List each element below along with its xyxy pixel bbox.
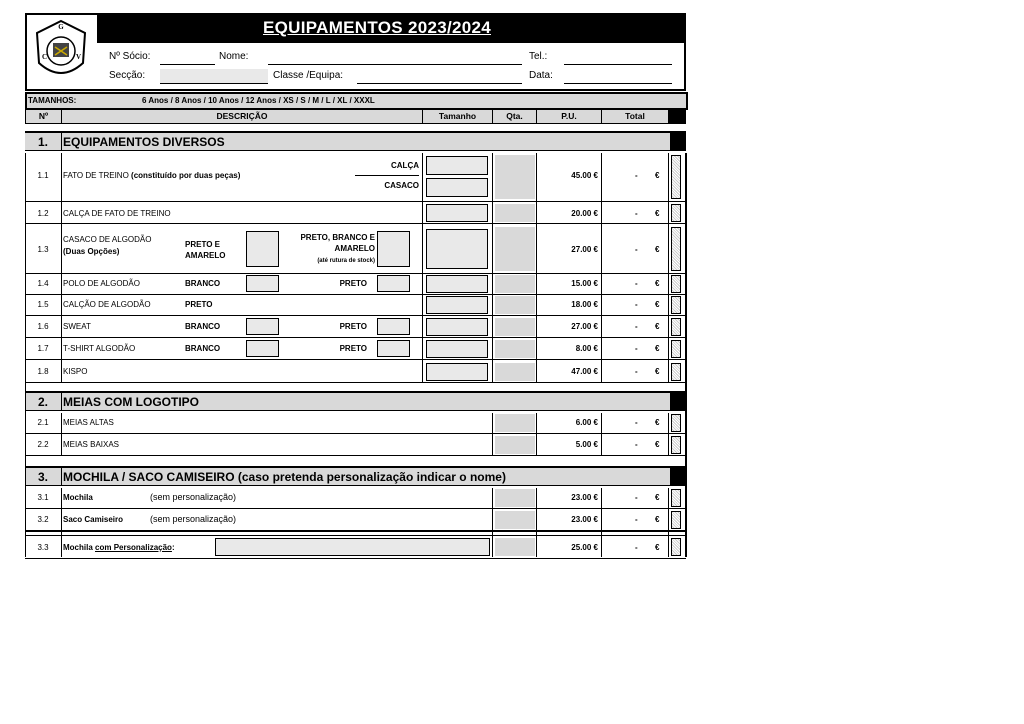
- grid-line: [668, 488, 669, 557]
- unit-price: 27.00 €: [571, 322, 598, 331]
- row-total: -: [635, 279, 638, 288]
- grid-line: [61, 413, 62, 455]
- row-checkbox[interactable]: [671, 155, 681, 199]
- qty-input[interactable]: [495, 489, 535, 507]
- section-header-2: [25, 391, 686, 411]
- row-total: -: [635, 209, 638, 218]
- qty-input[interactable]: [495, 155, 535, 199]
- section-header-1: [25, 131, 686, 151]
- row-checkbox[interactable]: [671, 414, 681, 432]
- row-checkbox[interactable]: [671, 275, 681, 293]
- seccao-field[interactable]: [160, 69, 268, 84]
- option-1-label: BRANCO: [185, 344, 221, 353]
- unit-price: 47.00 €: [571, 367, 598, 376]
- row-number: 3.2: [37, 515, 49, 524]
- data-label: Data:: [529, 70, 553, 81]
- row-desc-note: (sem personalização): [150, 514, 237, 524]
- table-row: [25, 203, 686, 224]
- grid-line: [536, 413, 537, 455]
- row-desc-note: (Duas Opções): [63, 247, 120, 256]
- grid-line: [601, 488, 602, 557]
- divider: [355, 175, 419, 176]
- row-desc: FATO DE TREINO (constituído por duas peças): [63, 171, 241, 180]
- unit-price: 23.00 €: [571, 515, 598, 524]
- row-total: -: [635, 367, 638, 376]
- col-total: Total: [601, 109, 669, 124]
- option-2-input[interactable]: [377, 340, 410, 357]
- section-end-block: [670, 393, 686, 411]
- qty-input[interactable]: [495, 414, 535, 432]
- col-end: [668, 109, 686, 124]
- unit-price: 15.00 €: [571, 279, 598, 288]
- option-2-label: PRETO: [339, 322, 367, 331]
- grid-line: [536, 488, 537, 557]
- col-num: Nº: [25, 109, 62, 124]
- currency: €: [655, 418, 660, 427]
- row-desc: MEIAS ALTAS: [63, 418, 114, 427]
- data-field[interactable]: [564, 69, 672, 84]
- section-number: 2.: [25, 393, 62, 411]
- col-size: Tamanho: [422, 109, 493, 124]
- row-checkbox[interactable]: [671, 363, 681, 381]
- section-number: 3.: [25, 468, 62, 486]
- option-1-input[interactable]: [246, 275, 279, 292]
- section-header-3: [25, 466, 686, 486]
- currency: €: [655, 209, 660, 218]
- personalization-name-input[interactable]: [215, 538, 490, 556]
- size-input[interactable]: [426, 229, 488, 269]
- row-desc: Saco Camiseiro: [63, 515, 124, 524]
- socio-field[interactable]: [160, 50, 215, 65]
- sizes-values: 6 Anos / 8 Anos / 10 Anos / 12 Anos / XS / S / M / L / XL / XXXL: [142, 96, 375, 105]
- table-row: [25, 339, 686, 360]
- row-total: -: [635, 418, 638, 427]
- size-input-casaco[interactable]: [426, 178, 488, 197]
- row-desc: KISPO: [63, 367, 88, 376]
- row-total: -: [635, 440, 638, 449]
- row-total: -: [635, 300, 638, 309]
- option-2-input[interactable]: [377, 318, 410, 335]
- row-total: -: [635, 322, 638, 331]
- option-2-input[interactable]: [377, 275, 410, 292]
- row-checkbox[interactable]: [671, 511, 681, 529]
- size-input[interactable]: [426, 204, 488, 222]
- unit-price: 18.00 €: [571, 300, 598, 309]
- row-checkbox[interactable]: [671, 436, 681, 454]
- currency: €: [655, 493, 660, 502]
- row-desc: SWEAT: [63, 322, 91, 331]
- section-end-block: [670, 133, 686, 151]
- col-pu: P.U.: [536, 109, 602, 124]
- tel-field[interactable]: [564, 50, 672, 65]
- size-input[interactable]: [426, 340, 488, 358]
- row-total: -: [635, 515, 638, 524]
- grid-line: [492, 488, 493, 557]
- qty-input[interactable]: [495, 340, 535, 358]
- section-end-block: [670, 468, 686, 486]
- row-number: 2.2: [37, 440, 49, 449]
- grid-line: [61, 488, 62, 557]
- row-number: 1.5: [37, 300, 49, 309]
- col-desc: DESCRIÇÃO: [61, 109, 423, 124]
- nome-label: Nome:: [219, 51, 249, 62]
- row-number: 1.7: [37, 344, 49, 353]
- section-title: EQUIPAMENTOS DIVERSOS: [63, 135, 225, 149]
- row-desc-note: (sem personalização): [150, 492, 237, 502]
- table-row: [25, 435, 686, 456]
- option-1-label: PRETO: [185, 300, 213, 309]
- svg-text:C: C: [42, 53, 48, 61]
- currency: €: [655, 279, 660, 288]
- svg-text:G: G: [58, 23, 64, 31]
- unit-price: 8.00 €: [575, 344, 598, 353]
- row-checkbox[interactable]: [671, 318, 681, 336]
- form-header: [25, 13, 686, 91]
- currency: €: [655, 440, 660, 449]
- unit-price: 45.00 €: [571, 171, 598, 180]
- club-crest-logo: [29, 17, 93, 87]
- option-2-input[interactable]: [377, 231, 410, 267]
- socio-label: Nº Sócio:: [109, 51, 151, 62]
- grid-line: [492, 153, 493, 382]
- currency: €: [655, 300, 660, 309]
- row-desc: CALÇA DE FATO DE TREINO: [63, 209, 171, 218]
- grid-line: [25, 153, 26, 557]
- table-row: [25, 362, 686, 383]
- grid-line: [685, 153, 687, 557]
- unit-price: 25.00 €: [571, 543, 598, 552]
- row-desc: MEIAS BAIXAS: [63, 440, 120, 449]
- row-number: 1.2: [37, 209, 49, 218]
- option-1-label: BRANCO: [185, 322, 221, 331]
- size-input[interactable]: [426, 363, 488, 381]
- qty-input[interactable]: [495, 363, 535, 381]
- option-2-label: PRETO: [339, 344, 367, 353]
- tel-label: Tel.:: [529, 51, 548, 62]
- row-desc: T-SHIRT ALGODÃO: [63, 344, 136, 353]
- option-casaco-label: CASACO: [384, 181, 419, 190]
- row-total: -: [635, 344, 638, 353]
- section-title: MOCHILA / SACO CAMISEIRO (caso pretenda personalização indicar o nome): [63, 470, 506, 484]
- table-row: [25, 295, 686, 316]
- section-number: 1.: [25, 133, 62, 151]
- table-header: [25, 109, 686, 124]
- row-number: 1.6: [37, 322, 49, 331]
- row-total: -: [635, 543, 638, 552]
- currency: €: [655, 515, 660, 524]
- currency: €: [655, 367, 660, 376]
- grid-line: [601, 413, 602, 455]
- row-checkbox[interactable]: [671, 489, 681, 507]
- col-qty: Qta.: [492, 109, 537, 124]
- option-calca-label: CALÇA: [391, 161, 419, 170]
- row-number: 1.1: [37, 171, 49, 180]
- row-number: 3.3: [37, 543, 49, 552]
- order-form: [25, 13, 686, 552]
- option-1-input[interactable]: [246, 340, 279, 357]
- unit-price: 27.00 €: [571, 245, 598, 254]
- size-input[interactable]: [426, 318, 488, 336]
- grid-line: [601, 153, 602, 382]
- row-number: 2.1: [37, 418, 49, 427]
- row-checkbox[interactable]: [671, 227, 681, 271]
- row-checkbox[interactable]: [671, 204, 681, 222]
- classe-label: Classe /Equipa:: [273, 70, 344, 81]
- row-desc: CASACO DE ALGODÃO: [63, 235, 152, 244]
- grid-line: [61, 153, 62, 382]
- currency: €: [655, 245, 660, 254]
- qty-input[interactable]: [495, 318, 535, 336]
- option-1-label: PRETO E AMARELO: [185, 240, 226, 260]
- qty-input[interactable]: [495, 538, 535, 556]
- row-number: 1.8: [37, 367, 49, 376]
- row-checkbox[interactable]: [671, 296, 681, 314]
- row-desc: Mochila: [63, 493, 93, 502]
- table-row: [25, 413, 686, 434]
- unit-price: 23.00 €: [571, 493, 598, 502]
- row-number: 3.1: [37, 493, 49, 502]
- nome-field[interactable]: [268, 50, 522, 65]
- qty-input[interactable]: [495, 436, 535, 454]
- option-1-input[interactable]: [246, 318, 279, 335]
- option-2-label: PRETO, BRANCO E AMARELO: [300, 233, 375, 253]
- table-row: [25, 225, 686, 274]
- row-desc: Mochila com Personalização:: [63, 543, 175, 552]
- sizes-label: TAMANHOS:: [28, 96, 77, 105]
- svg-text:V: V: [76, 53, 82, 61]
- option-1-input[interactable]: [246, 231, 279, 267]
- table-row: [25, 153, 686, 202]
- size-input[interactable]: [426, 296, 488, 314]
- stock-note: (até rutura de stock): [317, 258, 375, 264]
- currency: €: [655, 322, 660, 331]
- unit-price: 6.00 €: [575, 418, 598, 427]
- qty-input[interactable]: [495, 511, 535, 529]
- row-number: 1.4: [37, 279, 49, 288]
- table-row: [25, 488, 686, 509]
- table-row: [25, 535, 686, 559]
- row-number: 1.3: [37, 245, 49, 254]
- currency: €: [655, 171, 660, 180]
- table-row: [25, 317, 686, 338]
- seccao-label: Secção:: [109, 70, 146, 81]
- size-input[interactable]: [426, 275, 488, 293]
- sizes-bar: [25, 92, 688, 110]
- option-2-label: PRETO: [339, 279, 367, 288]
- grid-line: [536, 153, 537, 382]
- row-desc: POLO DE ALGODÃO: [63, 279, 140, 288]
- row-total: -: [635, 493, 638, 502]
- grid-line: [668, 153, 669, 382]
- unit-price: 20.00 €: [571, 209, 598, 218]
- row-desc: CALÇÃO DE ALGODÃO: [63, 300, 151, 309]
- unit-price: 5.00 €: [575, 440, 598, 449]
- row-total: -: [635, 245, 638, 254]
- row-total: -: [635, 171, 638, 180]
- row-checkbox[interactable]: [671, 340, 681, 358]
- qty-input[interactable]: [495, 296, 535, 314]
- table-row: [25, 274, 686, 295]
- table-row: [25, 510, 686, 532]
- grid-line: [492, 413, 493, 455]
- grid-line: [422, 153, 423, 382]
- currency: €: [655, 543, 660, 552]
- classe-field[interactable]: [357, 69, 522, 84]
- row-checkbox[interactable]: [671, 538, 681, 556]
- qty-input[interactable]: [495, 227, 535, 271]
- grid-line: [668, 413, 669, 455]
- qty-input[interactable]: [495, 275, 535, 293]
- page-title: EQUIPAMENTOS 2023/2024: [262, 18, 491, 37]
- size-input-calca[interactable]: [426, 156, 488, 175]
- qty-input[interactable]: [495, 204, 535, 222]
- section-title: MEIAS COM LOGOTIPO: [63, 395, 200, 409]
- currency: €: [655, 344, 660, 353]
- option-1-label: BRANCO: [185, 279, 221, 288]
